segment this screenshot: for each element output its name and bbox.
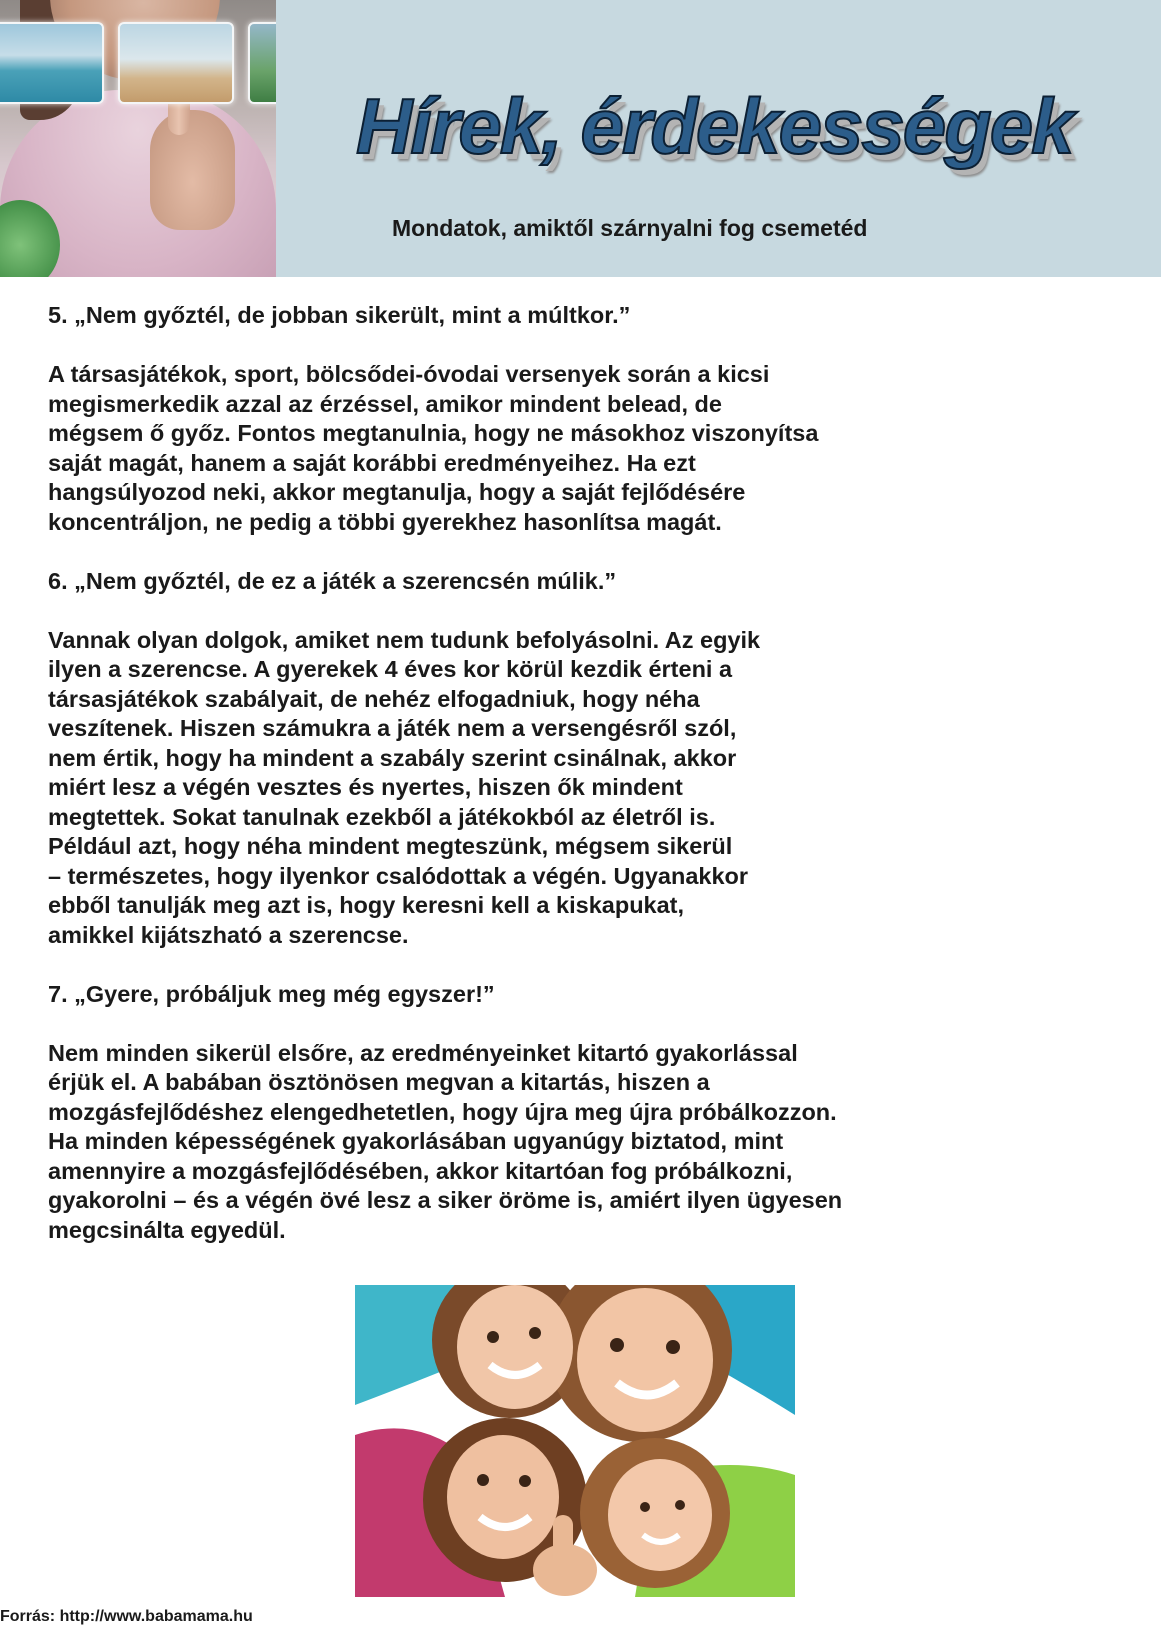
text-line: nem értik, hogy ha mindent a szabály szerint csinálnak, akkor (48, 744, 737, 771)
text-line: érjük el. A babában ösztönösen megvan a kitartás, hiszen a (48, 1069, 710, 1095)
header-banner (0, 0, 1161, 277)
text-line: ilyen a szerencse. A gyerekek 4 éves kor körül kezdik érteni a (48, 656, 733, 682)
text-line: gyakorolni – és a végén övé lesz a siker öröme is, amiért ilyen ügyesen (48, 1187, 843, 1213)
text-line: amennyire a mozgásfejlődésében, akkor kitartóan fog próbálkozni, (48, 1157, 793, 1184)
children-huddle-photo (355, 1285, 795, 1597)
text-line: saját magát, hanem a saját korábbi eredményeihez. Ha ezt (48, 449, 696, 476)
text-line: amikkel kijátszható a szerencse. (48, 921, 409, 948)
text-line: Például azt, hogy néha mindent megteszünk, mégsem sikerül (48, 833, 733, 859)
source-credit: Forrás: http://www.babamama.hu (0, 1608, 253, 1625)
section-paragraph (48, 626, 1048, 951)
text-line: mozgásfejlődéshez elengedhetetlen, hogy újra meg újra próbálkozzon. (48, 1098, 837, 1125)
text-line: koncentráljon, ne pedig a többi gyerekhez hasonlítsa magát. (48, 508, 722, 535)
text-line: Nem minden sikerül elsőre, az eredményeinket kitartó gyakorlással (48, 1039, 798, 1066)
text-line: hangsúlyozod neki, akkor megtanulja, hogy a saját fejlődésére (48, 479, 746, 505)
text-line: Ha minden képességének gyakorlásában ugyanúgy biztatod, mint (48, 1128, 784, 1154)
text-line: – természetes, hogy ilyenkor csalódottak a végén. Ugyanakkor (48, 862, 749, 889)
photo-thumbnail (248, 22, 276, 104)
header-photo-woman-pointing (0, 0, 276, 277)
text-line: megtettek. Sokat tanulnak ezekből a játékokból az életről is. (48, 803, 716, 830)
text-line: A társasjátékok, sport, bölcsődei-óvodai versenyek során a kicsi (48, 361, 770, 387)
text-line: mégsem ő győz. Fontos megtanulnia, hogy ne másokhoz viszonyítsa (48, 420, 819, 446)
text-line: veszítenek. Hiszen számukra a játék nem a versengésről szól, (48, 715, 737, 741)
text-line: Vannak olyan dolgok, amiket nem tudunk befolyásolni. Az egyik (48, 626, 761, 653)
photo-thumbnail (0, 22, 104, 104)
article-body (48, 301, 1048, 1275)
text-line: megismerkedik azzal az érzéssel, amikor mindent belead, de (48, 390, 722, 417)
text-line: társasjátékok szabályait, de nehéz elfogadniuk, hogy néha (48, 685, 700, 712)
page-subtitle: Mondatok, amiktől szárnyalni fog csemetéd (392, 215, 868, 241)
text-line: miért lesz a végén vesztes és nyertes, hiszen ők mindent (48, 774, 683, 800)
text-line: megcsinálta egyedül. (48, 1216, 286, 1243)
section-paragraph (48, 360, 1048, 537)
section-paragraph (48, 1039, 1048, 1246)
section-heading: 6. „Nem győztél, de ez a játék a szerencsén múlik.” (48, 567, 617, 594)
children-illustration (355, 1285, 795, 1597)
page-title: Hírek, érdekességek (356, 82, 1073, 170)
section-heading: 5. „Nem győztél, de jobban sikerült, mint a múltkor.” (48, 302, 631, 328)
photo-thumbnail (118, 22, 234, 104)
section-heading: 7. „Gyere, próbáljuk meg még egyszer!” (48, 980, 495, 1007)
text-line: ebből tanulják meg azt is, hogy keresni kell a kiskapukat, (48, 892, 685, 918)
